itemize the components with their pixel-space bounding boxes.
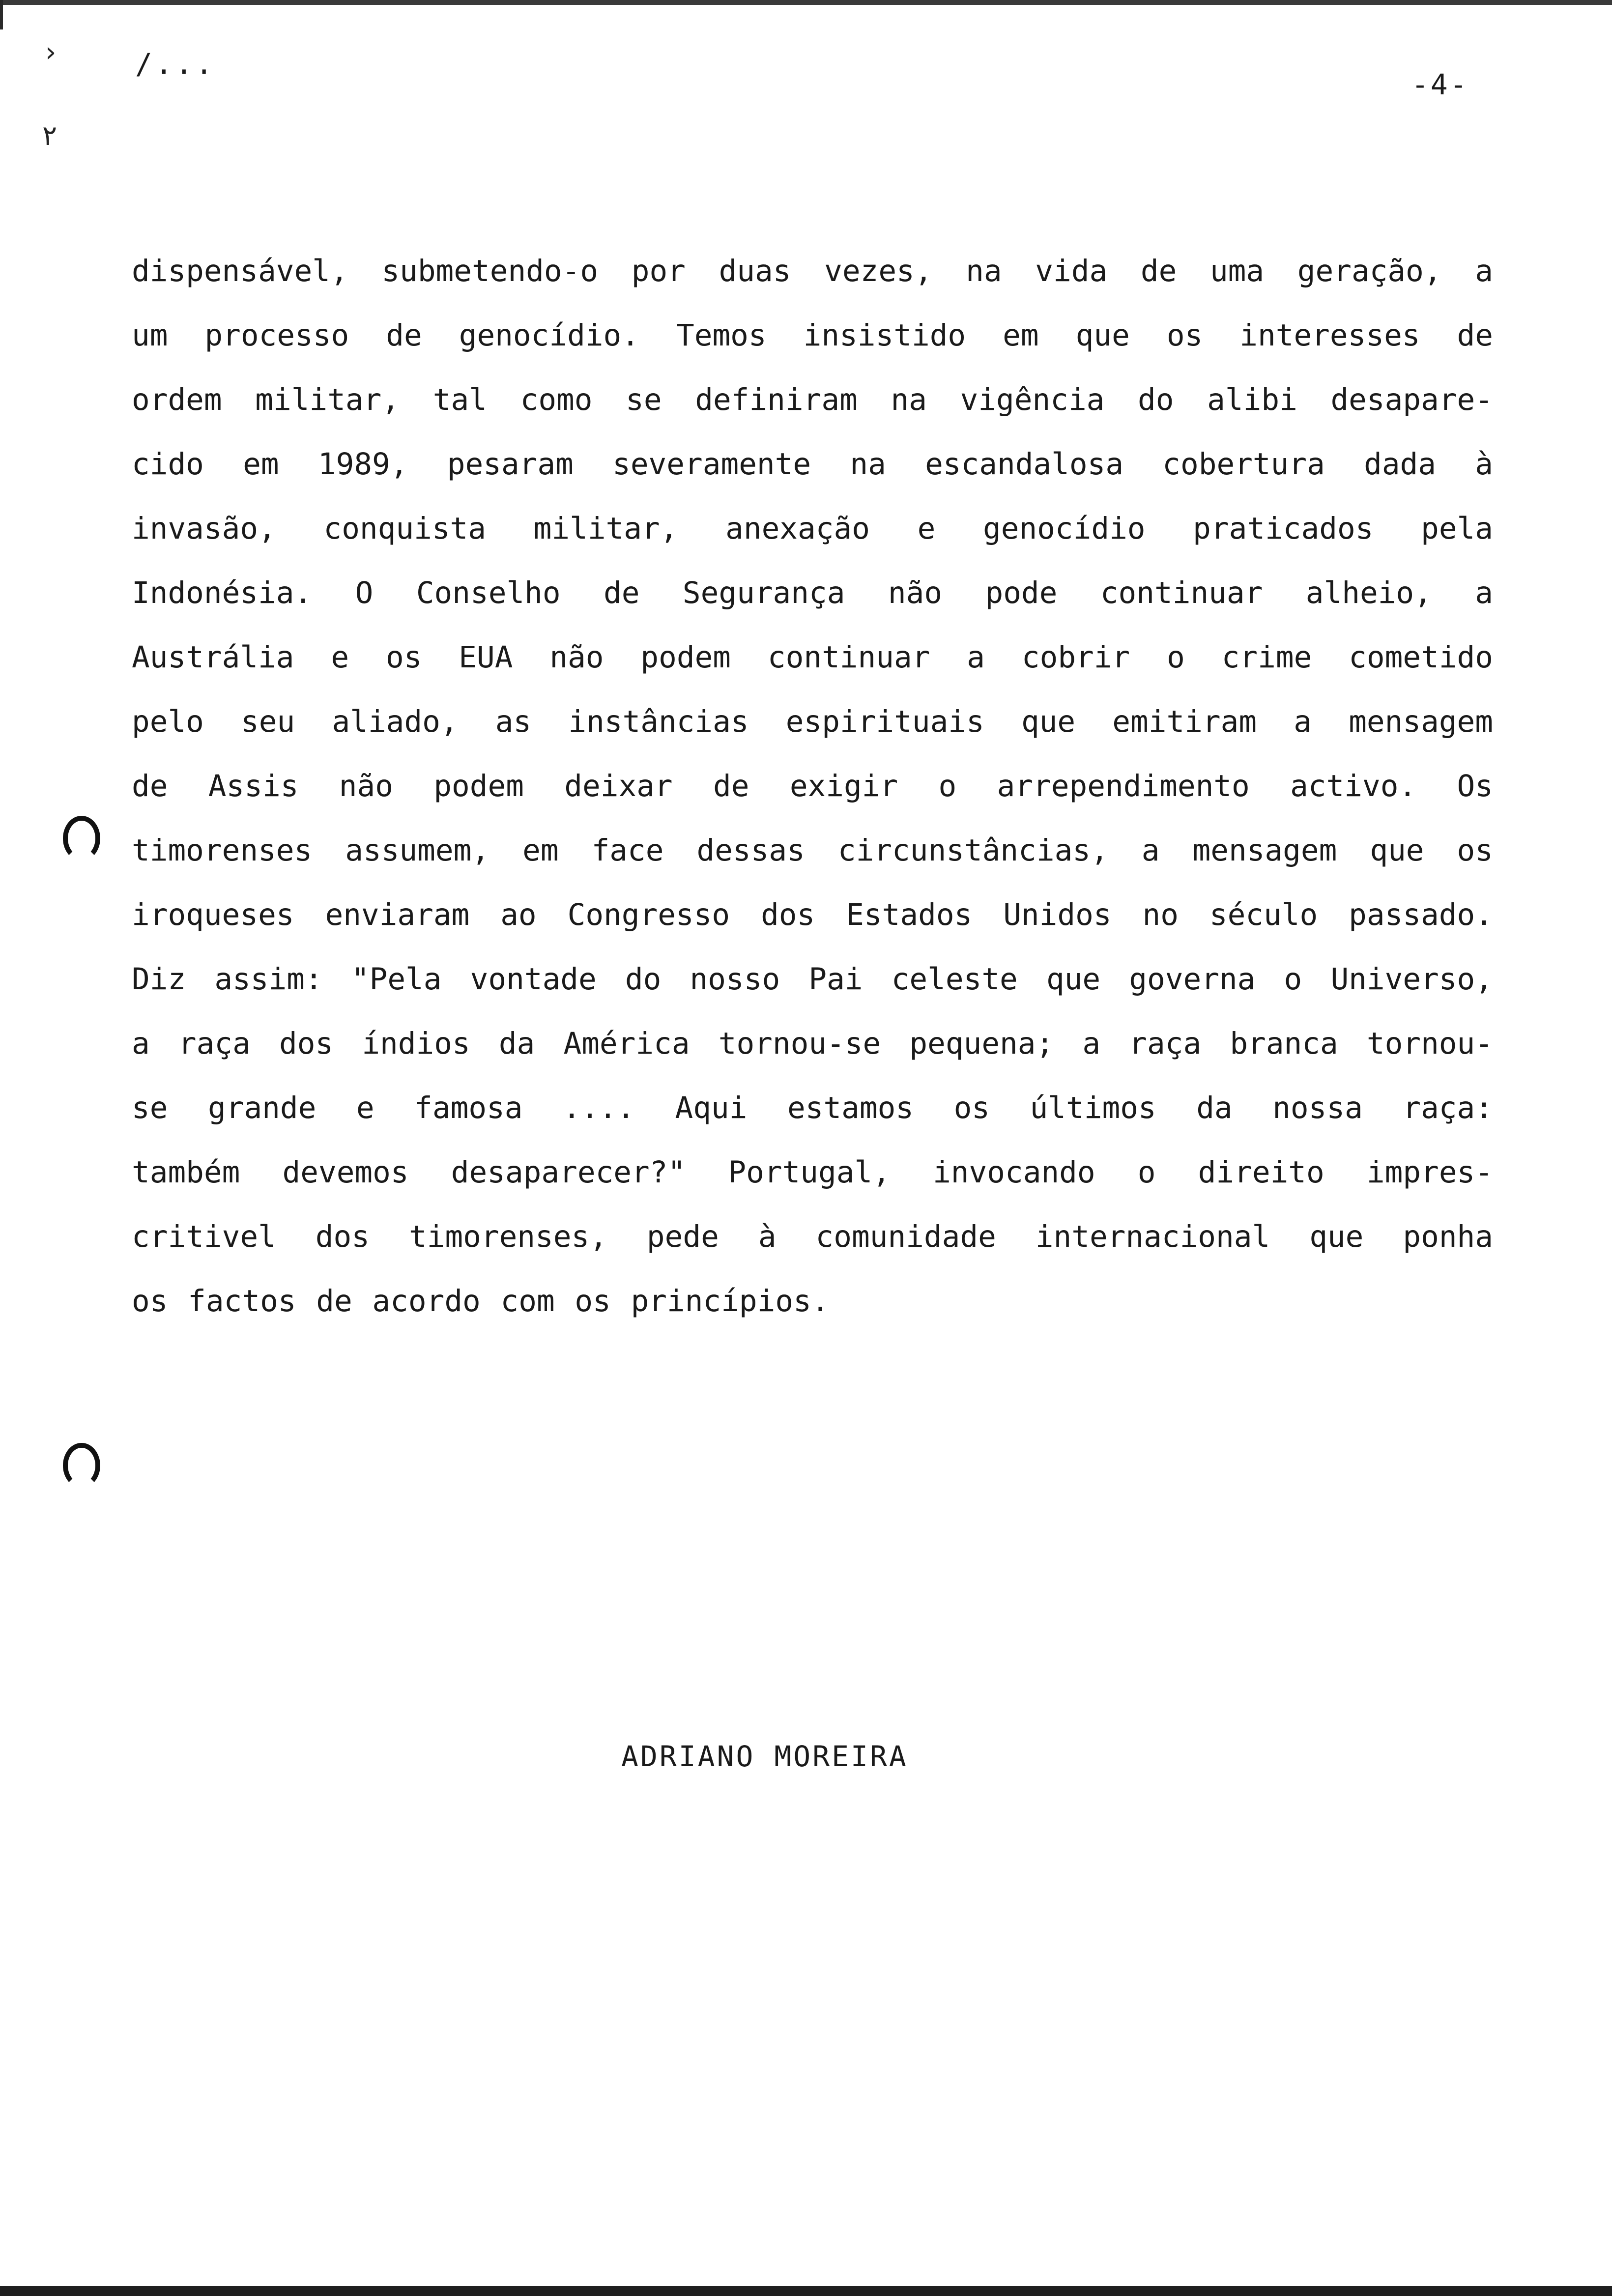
body-line: se grande e famosa .... Aqui estamos os últimos da nossa raça:	[132, 1091, 1493, 1125]
body-line: dispensável, submetendo-o por duas vezes, na vida de uma geração, a	[132, 254, 1493, 288]
body-line: ordem militar, tal como se definiram na vigência do alibi desapare-	[132, 382, 1493, 417]
body-line: Indonésia. O Conselho de Segurança não pode continuar alheio, a	[132, 575, 1493, 610]
top-edge-rule	[0, 0, 1612, 5]
body-paragraph	[132, 239, 1493, 1333]
body-line: cido em 1989, pesaram severamente na escandalosa cobertura dada à	[132, 447, 1493, 482]
punch-hole-icon	[63, 816, 100, 861]
body-line: um processo de genocídio. Temos insistido em que os interesses de	[132, 318, 1493, 353]
body-line: iroqueses enviaram ao Congresso dos Estados Unidos no século passado.	[132, 897, 1493, 932]
left-edge-mark	[0, 0, 3, 29]
chevron-right-icon: ›	[45, 36, 57, 68]
body-line: critivel dos timorenses, pede à comunidade internacional que ponha	[132, 1219, 1493, 1254]
body-line: também devemos desaparecer?" Portugal, invocando o direito impres-	[132, 1155, 1493, 1190]
body-line: Austrália e os EUA não podem continuar a cobrir o crime cometido	[132, 640, 1493, 675]
body-line: de Assis não podem deixar de exigir o arrependimento activo. Os	[132, 769, 1493, 804]
signature-name: ADRIANO MOREIRA	[621, 1740, 908, 1773]
continuation-mark: /...	[135, 47, 216, 81]
punch-hole-icon	[63, 1443, 100, 1488]
pen-mark-icon: ٢	[42, 120, 58, 152]
body-line: a raça dos índios da América tornou-se pequena; a raça branca tornou-	[132, 1026, 1493, 1061]
body-line: invasão, conquista militar, anexação e genocídio praticados pela	[132, 511, 1493, 546]
page-number: -4-	[1411, 68, 1469, 101]
body-line: pelo seu aliado, as instâncias espirituais que emitiram a mensagem	[132, 704, 1493, 739]
body-line: os factos de acordo com os princípios.	[132, 1284, 830, 1319]
bottom-edge-rule	[0, 2286, 1612, 2296]
body-line: Diz assim: "Pela vontade do nosso Pai celeste que governa o Universo,	[132, 962, 1493, 997]
body-line: timorenses assumem, em face dessas circunstâncias, a mensagem que os	[132, 833, 1493, 868]
